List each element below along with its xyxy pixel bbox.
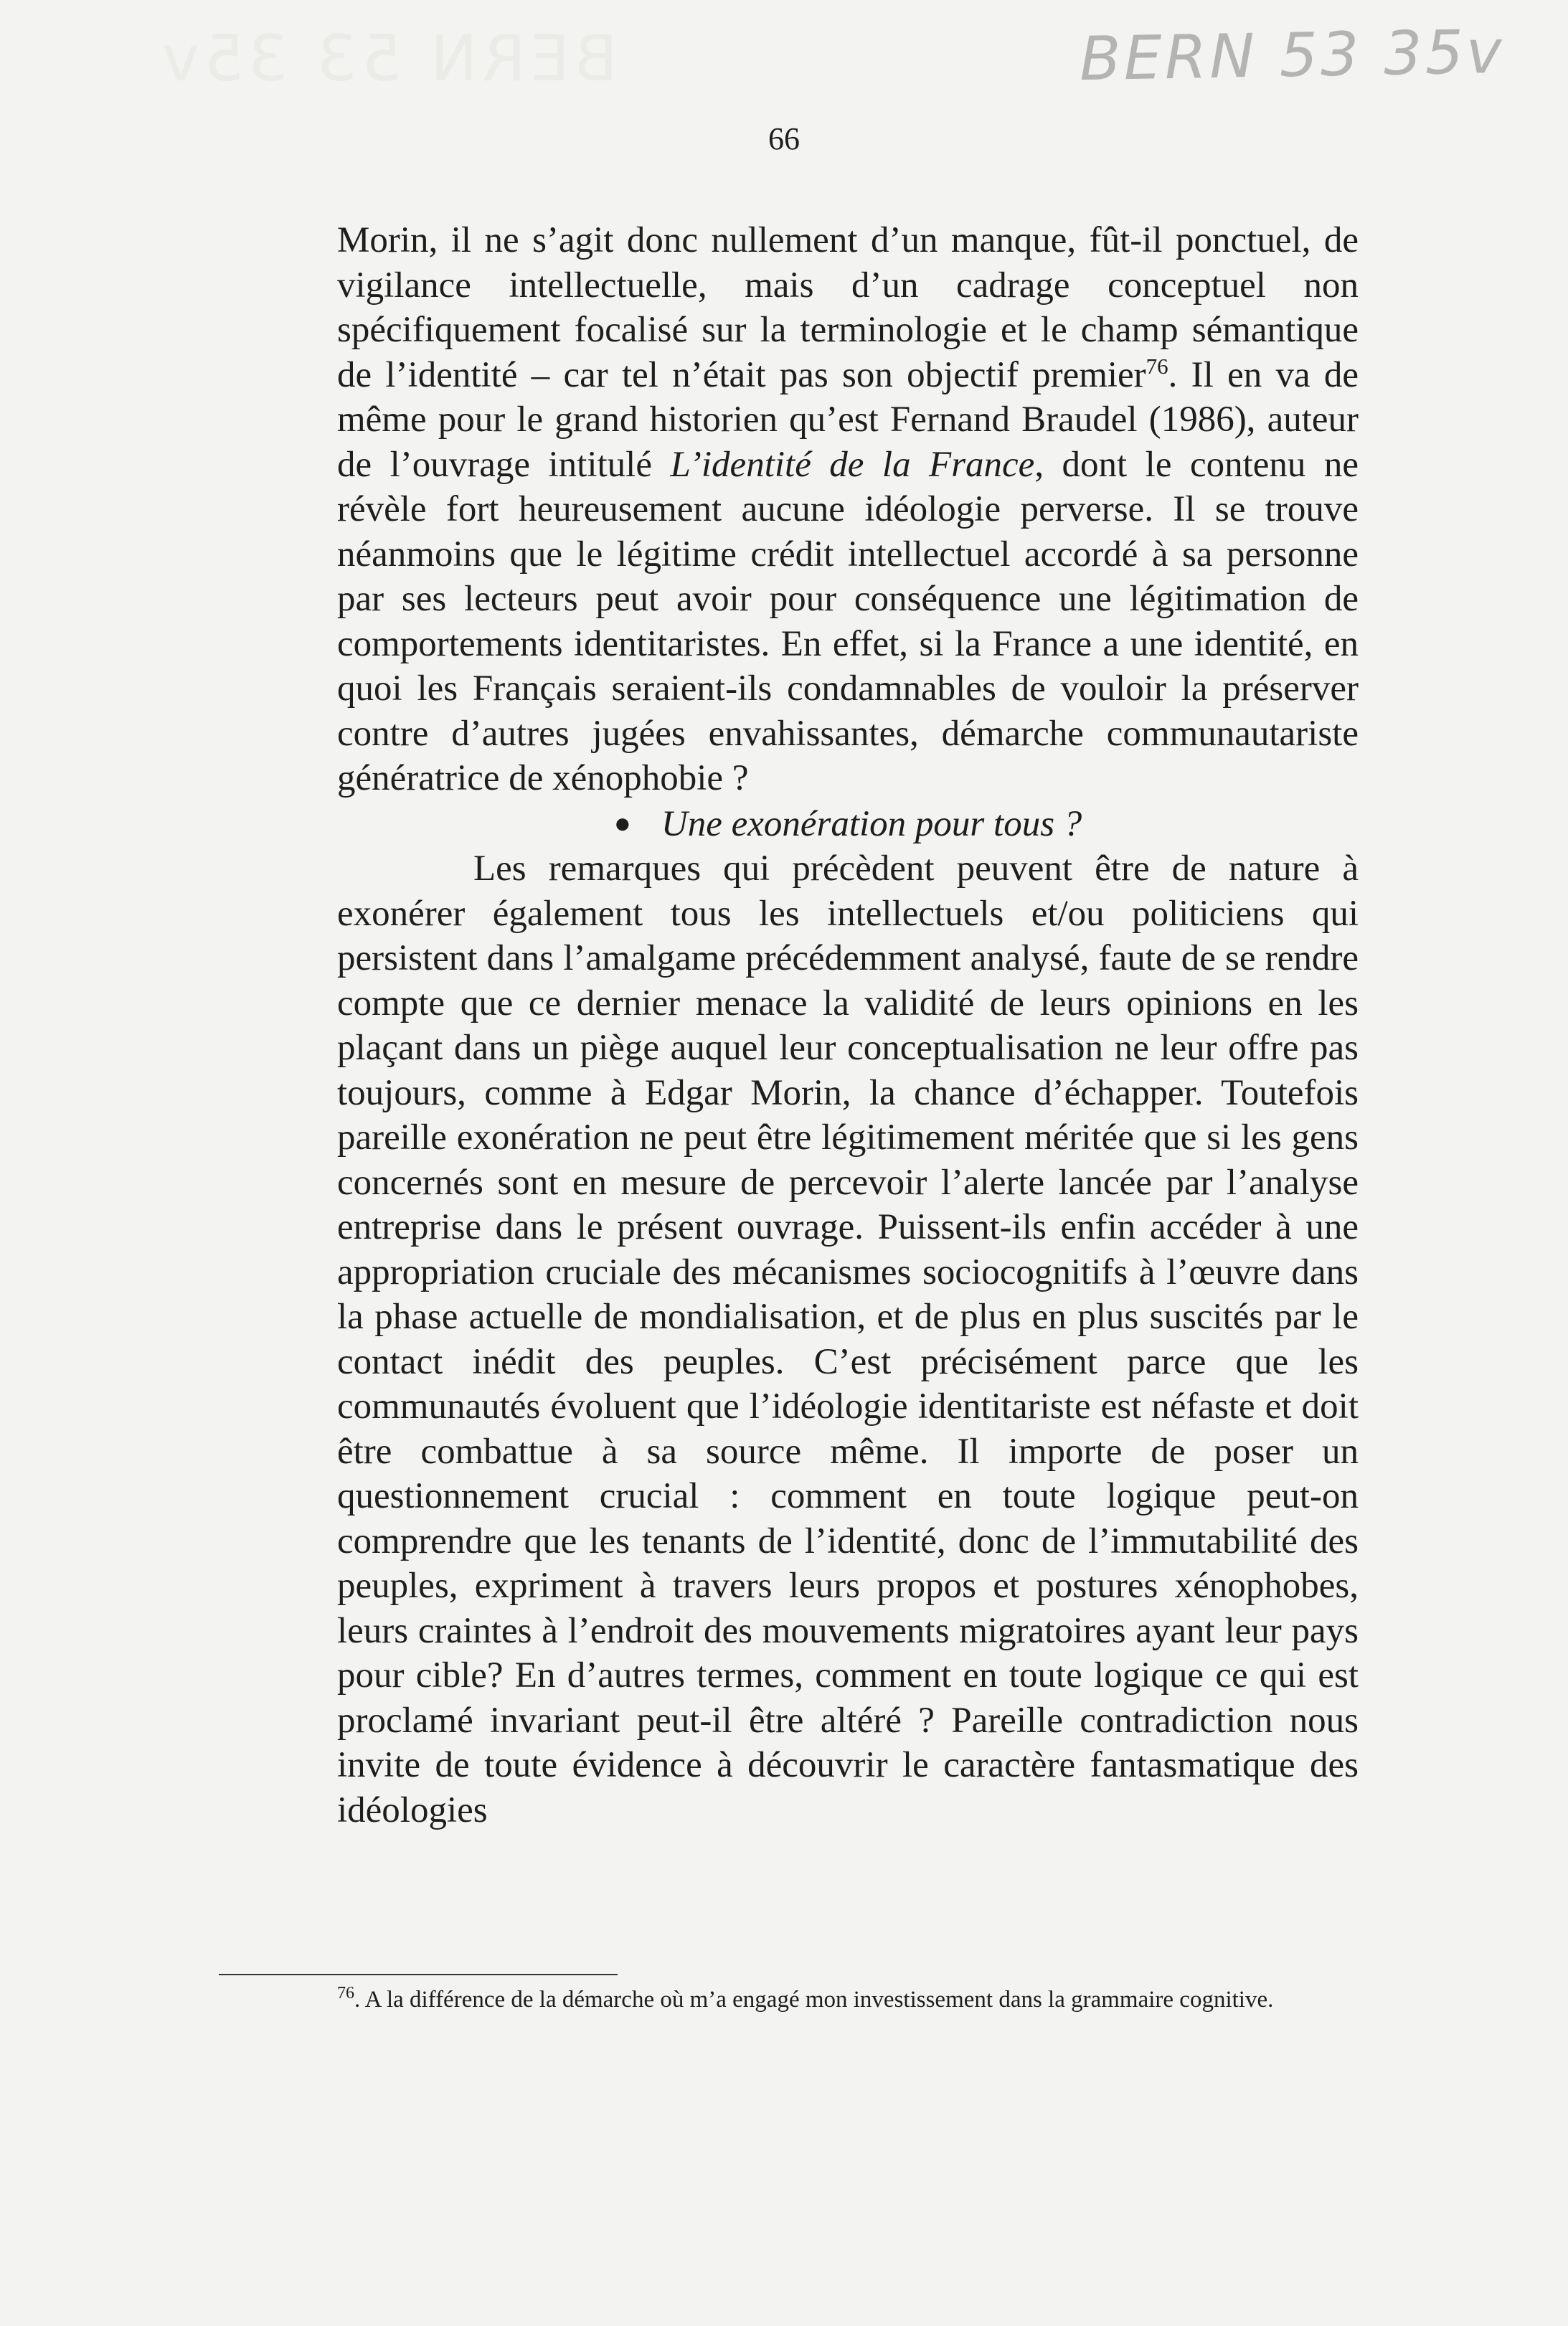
paragraph-1-end: , dont le contenu ne révèle fort heureusement aucune idéologie perverse. Il se trouve néanmoins que le légitime crédit intellectuel accordé à sa personne par ses lecteurs peut avoir pour conséquence une légitimation de comportements identitaristes. En effet, si la France a une identité, en quoi les Français seraient-ils condamnables de vouloir la préserver contre d’autres jugées envahissantes, démarche communautariste génératrice de xénophobie ?	[337, 444, 1359, 798]
bleed-through-mark: BERN 53 35v	[158, 22, 618, 95]
footnote	[337, 1984, 1359, 2015]
paragraph-1	[337, 218, 1359, 801]
page-number: 66	[768, 121, 800, 156]
footnote-text: . A la différence de la démarche où m’a engagé mon investissement dans la grammaire cognitive.	[354, 1987, 1274, 2013]
handwritten-annotation: BERN 53 35v	[1079, 16, 1506, 95]
footnote-number: 76	[337, 1984, 354, 2003]
section-heading	[337, 801, 1359, 847]
paragraph-2: Les remarques qui précèdent peuvent être de nature à exonérer également tous les intellectuels et/ou politiciens qui persistent dans l’amalgame précédemment analysé, faute de se rendre compte que ce dernier menace la validité de leurs opinions en les plaçant dans un piège auquel leur conceptualisation ne leur offre pas toujours, comme à Edgar Morin, la chance d’échapper. Toutefois pareille exonération ne peut être légitimement méritée que si les gens concernés sont en mesure de percevoir l’alerte lancée par l’analyse entreprise dans le présent ouvrage. Puissent-ils enfin accéder à une appropriation cruciale des mécanismes sociocognitifs à l’œuvre dans la phase actuelle de mondialisation, et de plus en plus suscités par le contact inédit des peuples. C’est précisément parce que les communautés évoluent que l’idéologie identitariste est néfaste et doit être combattue à sa source même. Il importe de poser un questionnement crucial : comment en toute logique peut-on comprendre que les tenants de l’identité, donc de l’immutabilité des peuples, expriment à travers leurs propos et postures xénophobes, leurs craintes à l’endroit des mouvements migratoires ayant leur pays pour cible? En d’autres termes, comment en toute logique ce qui est proclamé invariant peut-il être altéré ? Pareille contradiction nous invite de toute évidence à découvrir le caractère fantasmatique des idéologies	[337, 848, 1359, 1830]
book-title: L’identité de la France	[670, 444, 1035, 485]
footnote-reference[interactable]: 76	[1146, 353, 1168, 379]
paragraph-1-text: Morin, il ne s’agit donc nullement d’un manque, fût-il ponctuel, de vigilance intellectuelle, mais d’un cadrage conceptuel non spécifiquement focalisé sur la terminologie et le champ sémantique de l’identité – car tel n’était pas son objectif premier	[337, 220, 1359, 395]
body-text	[337, 218, 1359, 1833]
section-heading-text: Une exonération pour tous ?	[661, 803, 1082, 844]
paragraph-1-continuation: . Il en va de même pour le grand historien qu’est Fernand Braudel (1986), auteur de l’ouvrage intitulé	[337, 354, 1359, 485]
footnote-separator	[219, 1974, 618, 1975]
bullet-icon: ●	[613, 806, 631, 839]
